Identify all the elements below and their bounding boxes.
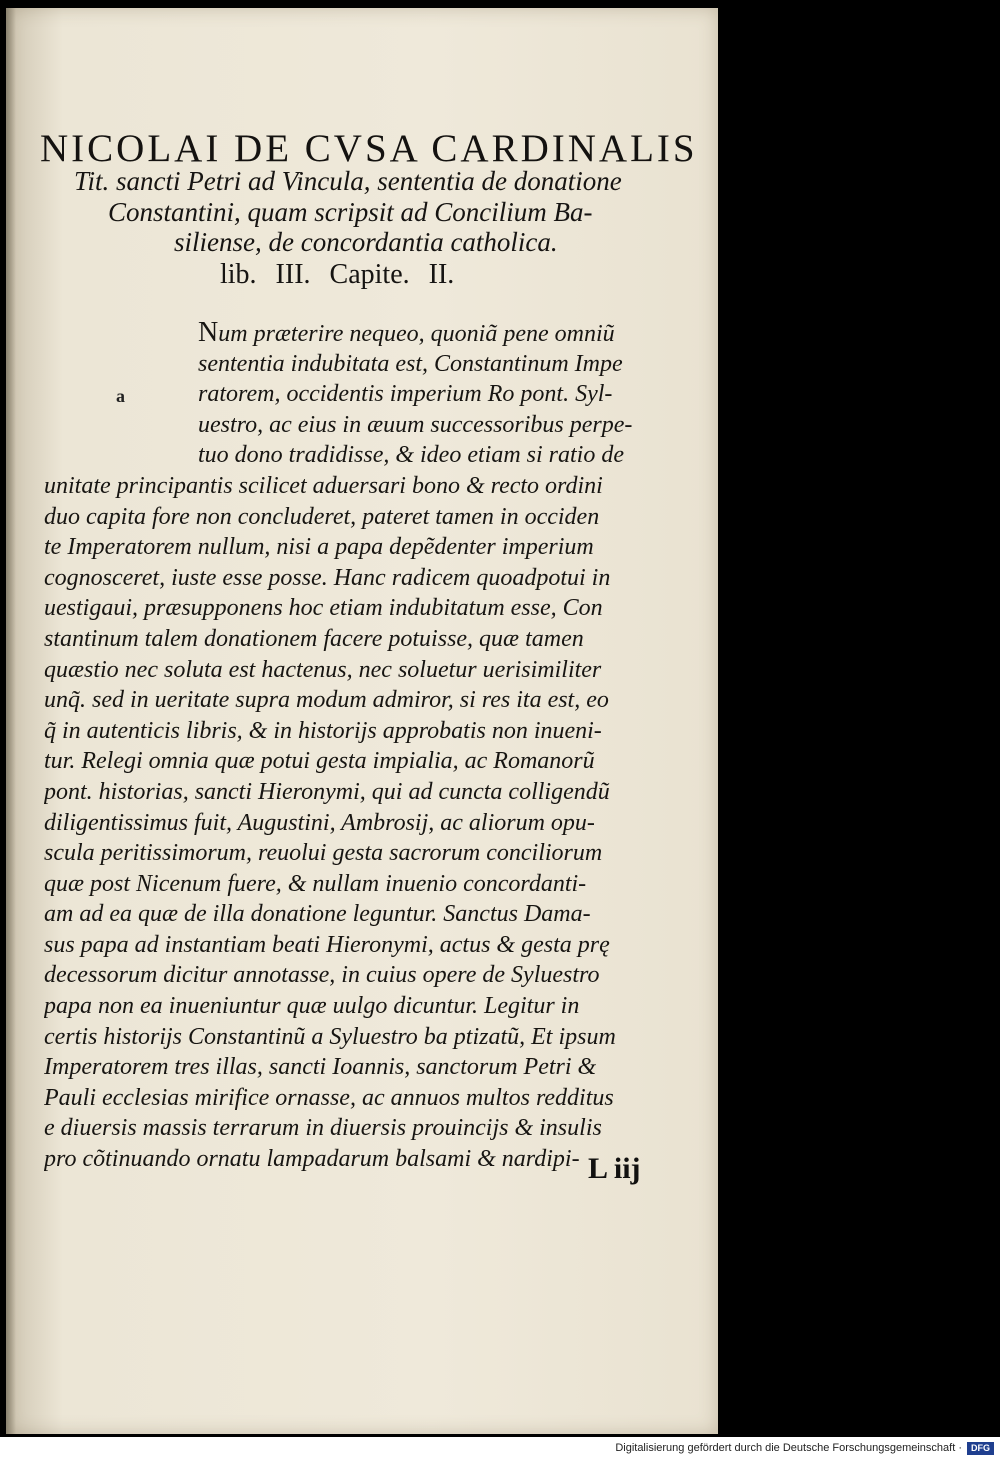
body-line: decessorum dicitur annotasse, in cuius opere de Syluestro [44,962,600,989]
body-line: diligentissimus fuit, Augustini, Ambrosij, ac aliorum opu- [44,809,595,836]
body-line: unitate principantis scilicet aduersari bono & recto ordini [44,472,603,499]
page-title: NICOLAI DE CVSA CARDINALIS [40,127,698,170]
body-line: tur. Relegi omnia quæ potui gesta impialia, ac Romanorũ [44,748,595,775]
body-text [44,318,708,1175]
dfg-logo-icon[interactable]: DFG [967,1442,994,1455]
title-line-2: Constantini, quam scripsit ad Concilium Ba- [108,197,593,227]
drop-cap: N [198,318,219,348]
body-line: Pauli ecclesias mirifice ornasse, ac annuos multos redditus [44,1084,614,1111]
book-page [6,8,718,1434]
body-line: quæstio nec soluta est hactenus, nec soluetur uerisimiliter [44,656,602,683]
body-line: ratorem, occidentis imperium Ro pont. Syl- [198,381,613,408]
body-line: pont. historias, sancti Hieronymi, qui ad cuncta colligendũ [44,778,610,805]
body-line: certis historijs Constantinũ a Syluestro ba ptizatũ, Et ipsum [44,1023,616,1050]
body-line [44,318,708,349]
body-line: scula peritissimorum, reuolui gesta sacrorum conciliorum [44,840,603,867]
body-line: unq̃. sed in ueritate supra modum admiror, si res ita est, eo [44,687,609,714]
body-line: sus papa ad instantiam beati Hieronymi, actus & gesta prę [44,931,610,958]
title-line-1: Tit. sancti Petri ad Vincula, sententia de donatione [74,166,622,196]
body-first-text: um præterire nequeo, quoniã pene omniũ [218,321,615,347]
footer-bar [0,1437,1000,1461]
title-line-3: siliense, de concordantia catholica. [174,227,558,257]
body-line: cognosceret, iuste esse posse. Hanc radicem quoadpotui in [44,564,611,591]
body-line: duo capita fore non concluderet, pateret tamen in occiden [44,503,600,530]
body-line: e diuersis massis terrarum in diuersis prouincijs & insulis [44,1115,602,1142]
body-line: te Imperatorem nullum, nisi a papa depẽdenter imperium [44,534,594,561]
body-line: uestigaui, præsupponens hoc etiam indubitatum esse, Con [44,595,603,622]
body-line: pro cõtinuando ornatu lampadarum balsami & nardipi- [44,1146,580,1173]
footer-credit: Digitalisierung gefördert durch die Deutsche Forschungsgemeinschaft · [615,1442,962,1454]
body-line: stantinum talem donationem facere potuisse, quæ tamen [44,625,584,652]
body-line: papa non ea inueniuntur quæ uulgo dicuntur. Legitur in [44,993,580,1020]
body-line: q̃ in autenticis libris, & in historijs approbatis non inueni- [44,717,602,744]
body-line: Imperatorem tres illas, sancti Ioannis, sanctorum Petri & [44,1054,597,1081]
marginal-note: a [116,386,125,406]
signature-mark: L iij [588,1152,641,1185]
body-line: tuo dono tradidisse, & ideo etiam si ratio de [198,442,624,469]
body-line: sententia indubitata est, Constantinum Impe [198,350,623,377]
body-line: am ad ea quæ de illa donatione leguntur. Sanctus Dama- [44,901,591,928]
body-line: quæ post Nicenum fuere, & nullam inuenio concordanti- [44,870,587,897]
chapter-heading: lib. III. Capite. II. [220,259,455,290]
body-line: uestro, ac eius in æuum successoribus perpe- [198,411,633,438]
